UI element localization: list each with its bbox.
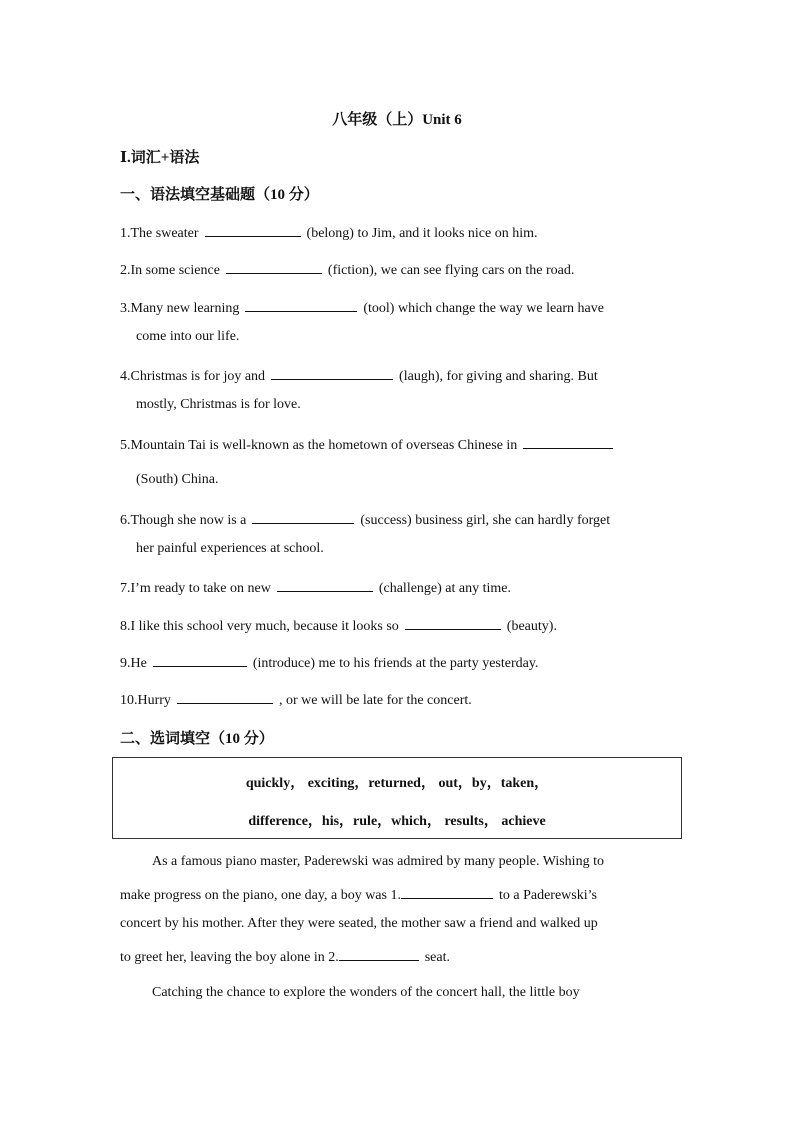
question-5-cont: (South) China. [136,472,219,487]
answer-blank[interactable] [405,616,501,630]
answer-blank[interactable] [226,260,322,274]
passage-line: As a famous piano master, Paderewski was admired by many people. Wishing to [152,854,604,869]
passage-line: to greet her, leaving the boy alone in 2. seat. [120,947,673,966]
passage-line: concert by his mother. After they were seated, the mother saw a friend and walked up [120,916,598,931]
question-2: 2.In some science (fiction), we can see flying cars on the road. [120,260,673,279]
word-bank-line-1: quickly， exciting，returned， out，by，taken， [245,776,549,791]
answer-blank[interactable] [252,510,354,524]
question-10: 10.Hurry , or we will be late for the concert. [120,690,673,709]
question-3: 3.Many new learning (tool) which change the way we learn have [120,298,673,317]
question-6: 6.Though she now is a (success) business girl, she can hardly forget [120,510,673,529]
question-5: 5.Mountain Tai is well-known as the hometown of overseas Chinese in [120,435,673,454]
answer-blank[interactable] [153,653,247,667]
word-bank-line-2: difference，his，rule，which， results， achieve [248,814,546,829]
question-8: 8.I like this school very much, because it looks so (beauty). [120,616,673,635]
question-1: 1.The sweater (belong) to Jim, and it looks nice on him. [120,223,673,242]
answer-blank[interactable] [339,947,419,961]
answer-blank[interactable] [177,690,273,704]
answer-blank[interactable] [401,885,493,899]
answer-blank[interactable] [277,578,373,592]
question-3-cont: come into our life. [136,329,240,344]
question-4-cont: mostly, Christmas is for love. [136,397,301,412]
question-4: 4.Christmas is for joy and (laugh), for giving and sharing. But [120,366,673,385]
passage-line: make progress on the piano, one day, a boy was 1. to a Paderewski’s [120,885,673,904]
page-title: 八年级（上）Unit 6 [332,112,462,128]
answer-blank[interactable] [245,298,357,312]
section1-heading: 一、语法填空基础题（10 分） [120,187,319,203]
word-bank-box [112,757,682,839]
passage-line: Catching the chance to explore the wonders of the concert hall, the little boy [152,985,580,1000]
answer-blank[interactable] [205,223,301,237]
question-7: 7.I’m ready to take on new (challenge) at any time. [120,578,673,597]
section2-heading: 二、选词填空（10 分） [120,731,274,747]
part-heading: Ⅰ.词汇+语法 [120,150,200,166]
answer-blank[interactable] [271,366,393,380]
question-6-cont: her painful experiences at school. [136,541,324,556]
question-9: 9.He (introduce) me to his friends at the party yesterday. [120,653,673,672]
answer-blank[interactable] [523,435,613,449]
